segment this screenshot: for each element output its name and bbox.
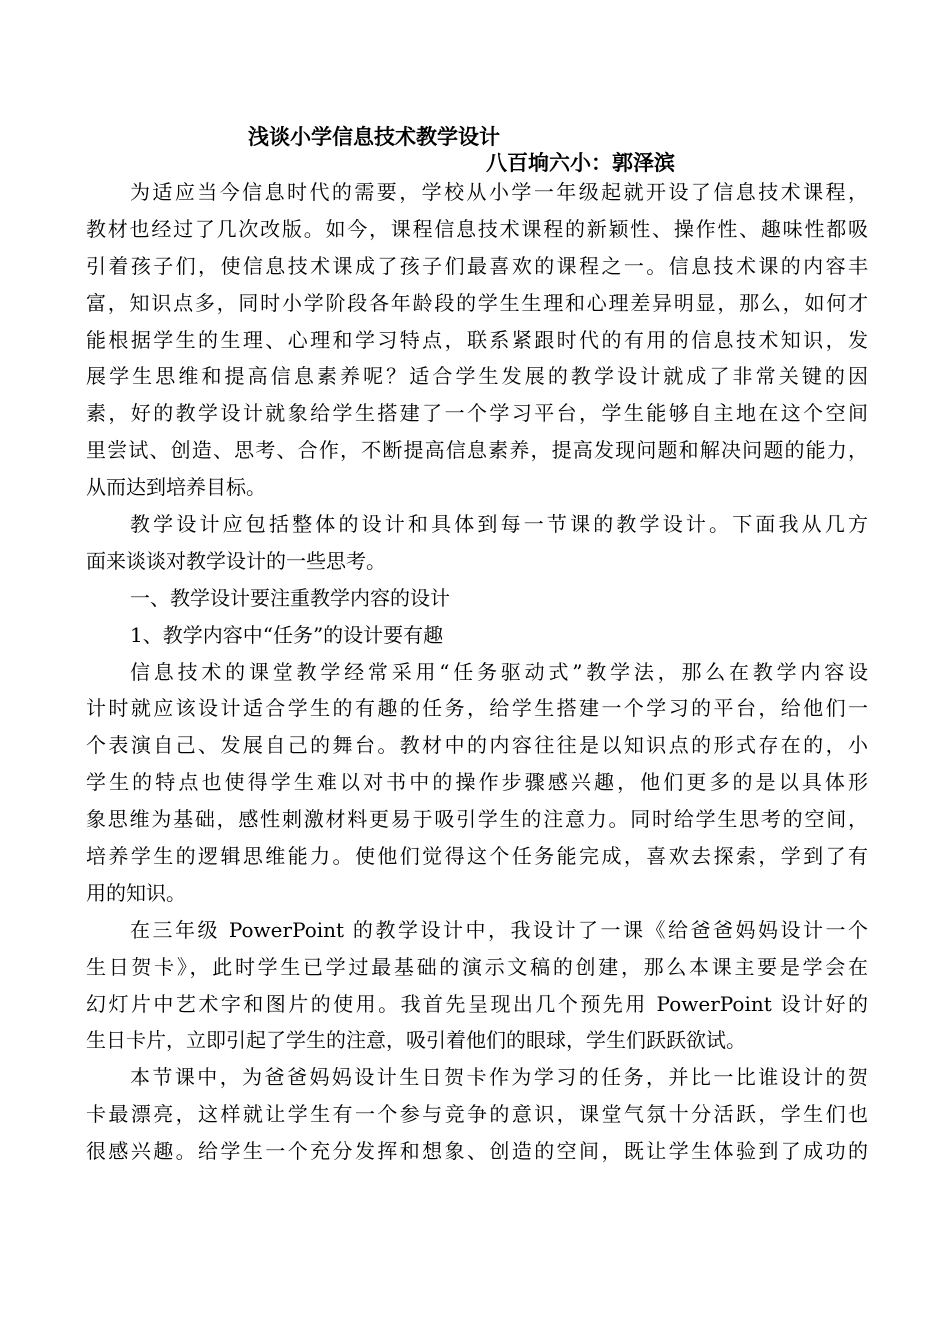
paragraph-line: 计时就应该设计适合学生的有趣的任务，给学生搭建一个学习的平台，给他们一 [86, 696, 868, 721]
paragraph-line: 很感兴趣。给学生一个充分发挥和想象、创造的空间，既让学生体验到了成功的 [86, 1139, 868, 1164]
paragraph-line: 为适应当今信息时代的需要，学校从小学一年级起就开设了信息技术课程， [130, 180, 868, 204]
paragraph-line: 能根据学生的生理、心理和学习特点，联系紧跟时代的有用的信息技术知识，发 [86, 327, 868, 352]
paragraph-line: 素，好的教学设计就象给学生搭建了一个学习平台，学生能够自主地在这个空间 [86, 401, 868, 426]
paragraph-line: 富，知识点多，同时小学阶段各年龄段的学生生理和心理差异明显，那么，如何才 [86, 290, 868, 315]
paragraph-line: 教材也经过了几次改版。如今，课程信息技术课程的新颖性、操作性、趣味性都吸 [86, 216, 868, 241]
document-title: 浅谈小学信息技术教学设计 [248, 125, 500, 149]
paragraph-line: 从而达到培养目标。 [86, 475, 266, 500]
paragraph-line: 信息技术的课堂教学经常采用“任务驱动式”教学法，那么在教学内容设 [130, 659, 868, 684]
paragraph-line: 象思维为基础，感性刺激材料更易于吸引学生的注意力。同时给学生思考的空间， [86, 807, 868, 832]
paragraph-line: 幻灯片中艺术字和图片的使用。我首先呈现出几个预先用 PowerPoint 设计好的 [86, 991, 868, 1016]
paragraph-line: 卡最漂亮，这样就让学生有一个参与竞争的意识，课堂气氛十分活跃，学生们也 [86, 1102, 868, 1127]
document-body [86, 174, 868, 1170]
paragraph-line: 在三年级 PowerPoint 的教学设计中，我设计了一课《给爸爸妈妈设计一个 [130, 917, 868, 942]
paragraph-line: 本节课中，为爸爸妈妈设计生日贺卡作为学习的任务，并比一比谁设计的贺 [130, 1065, 868, 1090]
paragraph-line: 生日贺卡》，此时学生已学过最基础的演示文稿的创建，那么本课主要是学会在 [86, 954, 868, 979]
paragraph-line: 培养学生的逻辑思维能力。使他们觉得这个任务能完成，喜欢去探索，学到了有 [86, 844, 868, 869]
paragraph-line: 展学生思维和提高信息素养呢？适合学生发展的教学设计就成了非常关键的因 [86, 364, 868, 389]
paragraph-line: 个表演自己、发展自己的舞台。教材中的内容往往是以知识点的形式存在的，小 [86, 733, 868, 758]
paragraph-line: 引着孩子们，使信息技术课成了孩子们最喜欢的课程之一。信息技术课的内容丰 [86, 253, 868, 278]
paragraph-line: 学生的特点也使得学生难以对书中的操作步骤感兴趣，他们更多的是以具体形 [86, 770, 868, 795]
paragraph-line: 教学设计应包括整体的设计和具体到每一节课的教学设计。下面我从几方 [130, 512, 868, 537]
document-author: 八百垧六小：郭泽滨 [486, 151, 675, 175]
paragraph-line: 里尝试、创造、思考、合作，不断提高信息素养，提高发现问题和解决问题的能力， [86, 438, 868, 463]
paragraph-line: 生日卡片，立即引起了学生的注意，吸引着他们的眼球，学生们跃跃欲试。 [86, 1028, 746, 1053]
paragraph-line: 用的知识。 [86, 880, 186, 905]
subsection-heading: 1、教学内容中“任务”的设计要有趣 [130, 622, 444, 647]
section-heading: 一、教学设计要注重教学内容的设计 [130, 585, 450, 610]
paragraph-line: 面来谈谈对教学设计的一些思考。 [86, 548, 386, 573]
